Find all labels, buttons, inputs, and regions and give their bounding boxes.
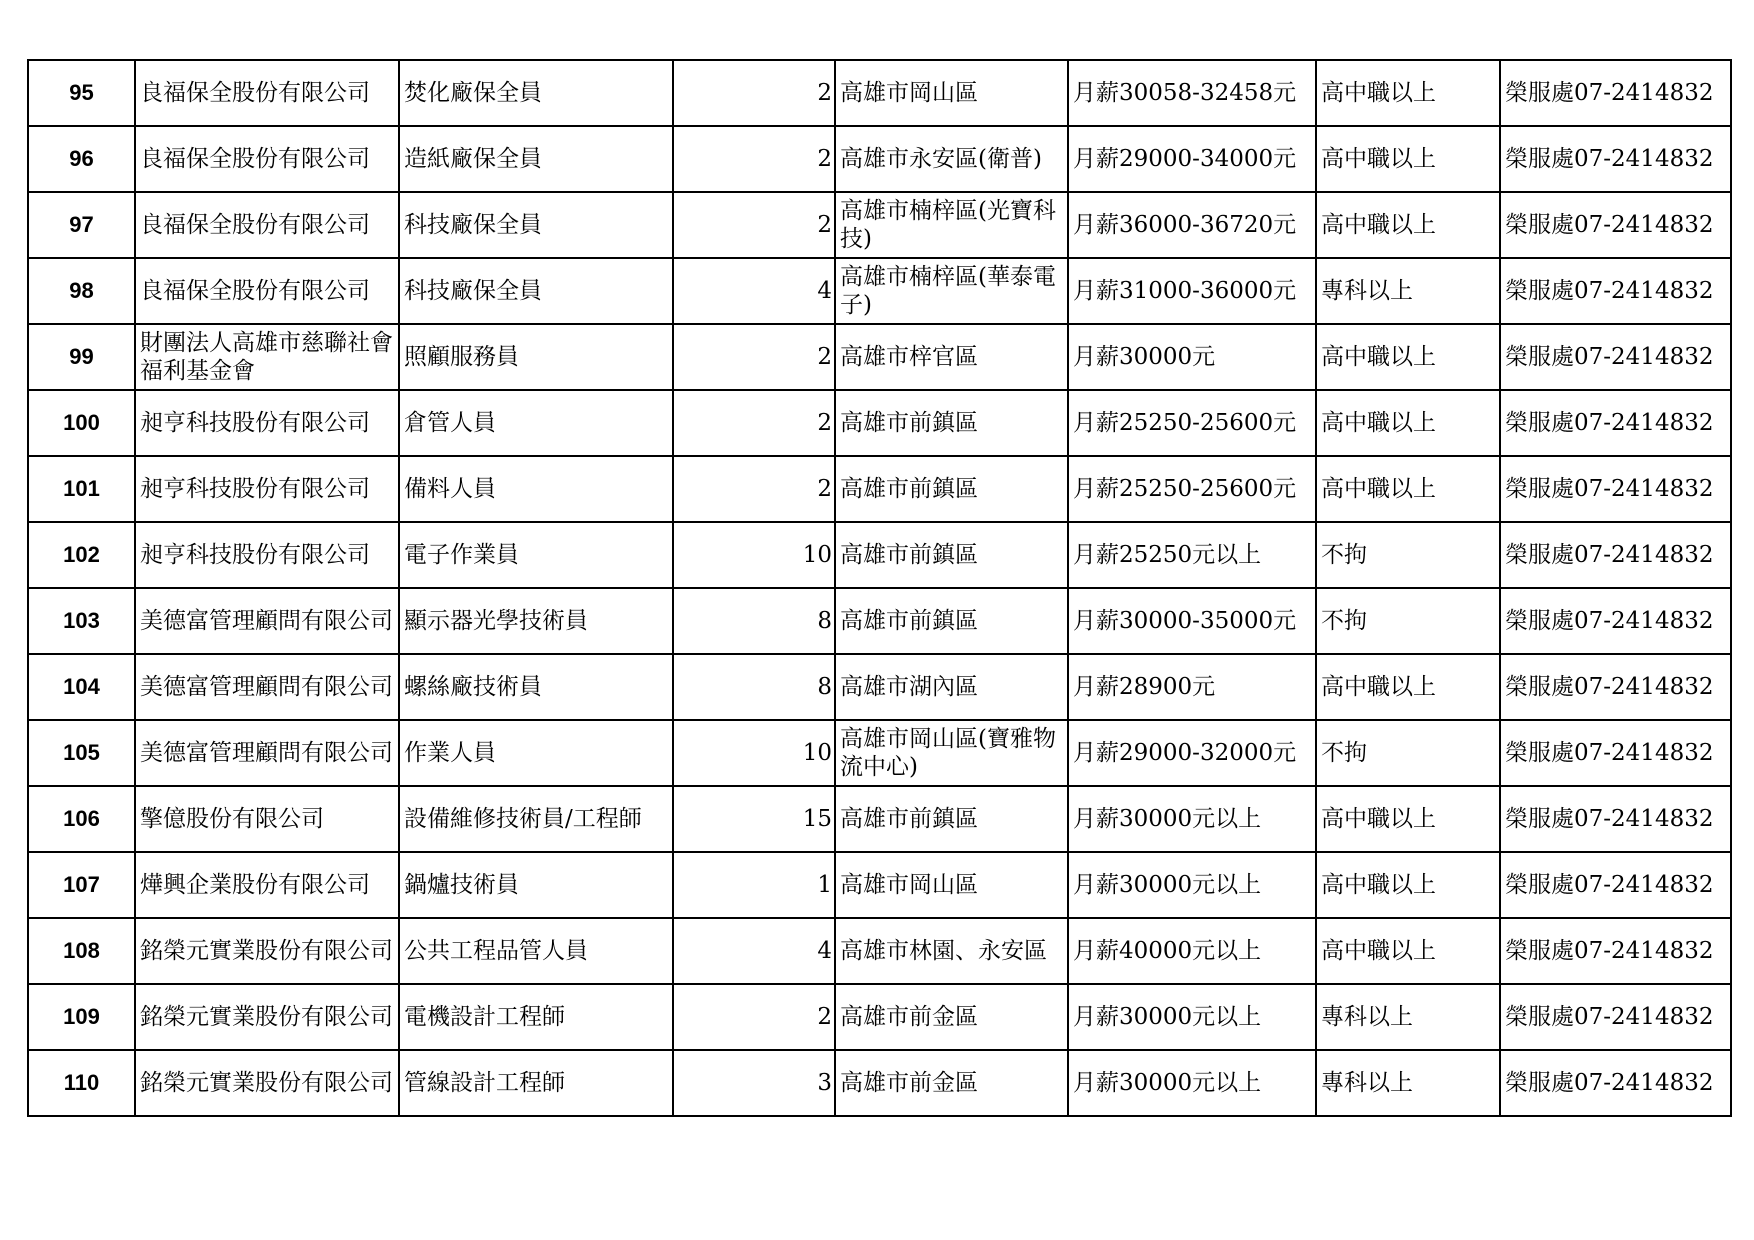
job-position: 螺絲廠技術員	[399, 654, 673, 720]
table-row	[28, 324, 1731, 390]
salary: 月薪30000元以上	[1068, 984, 1316, 1050]
table-row	[28, 60, 1731, 126]
education-requirement: 專科以上	[1316, 984, 1500, 1050]
salary: 月薪29000-32000元	[1068, 720, 1316, 786]
work-location: 高雄市林園、永安區	[835, 918, 1068, 984]
education-requirement: 不拘	[1316, 522, 1500, 588]
row-number: 96	[28, 126, 135, 192]
company-name: 燁興企業股份有限公司	[135, 852, 399, 918]
row-number: 95	[28, 60, 135, 126]
company-name: 昶亨科技股份有限公司	[135, 456, 399, 522]
table-row	[28, 192, 1731, 258]
row-number: 97	[28, 192, 135, 258]
row-number: 105	[28, 720, 135, 786]
salary: 月薪40000元以上	[1068, 918, 1316, 984]
job-position: 電機設計工程師	[399, 984, 673, 1050]
education-requirement: 高中職以上	[1316, 852, 1500, 918]
row-number: 99	[28, 324, 135, 390]
company-name: 銘榮元實業股份有限公司	[135, 918, 399, 984]
table-row	[28, 390, 1731, 456]
work-location: 高雄市前金區	[835, 984, 1068, 1050]
education-requirement: 不拘	[1316, 720, 1500, 786]
row-number: 104	[28, 654, 135, 720]
work-location: 高雄市前鎮區	[835, 390, 1068, 456]
job-position: 設備維修技術員/工程師	[399, 786, 673, 852]
table-row	[28, 1050, 1731, 1116]
company-name: 良福保全股份有限公司	[135, 258, 399, 324]
table-row	[28, 720, 1731, 786]
contact-info: 榮服處07-2414832	[1500, 126, 1731, 192]
contact-info: 榮服處07-2414832	[1500, 720, 1731, 786]
company-name: 美德富管理顧問有限公司	[135, 588, 399, 654]
salary: 月薪25250-25600元	[1068, 456, 1316, 522]
education-requirement: 高中職以上	[1316, 654, 1500, 720]
opening-count: 2	[673, 456, 835, 522]
company-name: 良福保全股份有限公司	[135, 126, 399, 192]
contact-info: 榮服處07-2414832	[1500, 852, 1731, 918]
contact-info: 榮服處07-2414832	[1500, 588, 1731, 654]
table-row	[28, 126, 1731, 192]
contact-info: 榮服處07-2414832	[1500, 918, 1731, 984]
job-listing-body	[28, 60, 1731, 1116]
education-requirement: 高中職以上	[1316, 60, 1500, 126]
education-requirement: 高中職以上	[1316, 390, 1500, 456]
education-requirement: 高中職以上	[1316, 918, 1500, 984]
education-requirement: 高中職以上	[1316, 456, 1500, 522]
opening-count: 2	[673, 60, 835, 126]
row-number: 109	[28, 984, 135, 1050]
opening-count: 2	[673, 126, 835, 192]
opening-count: 15	[673, 786, 835, 852]
job-position: 鍋爐技術員	[399, 852, 673, 918]
job-position: 備料人員	[399, 456, 673, 522]
table-row	[28, 588, 1731, 654]
job-position: 電子作業員	[399, 522, 673, 588]
salary: 月薪30000-35000元	[1068, 588, 1316, 654]
salary: 月薪30000元以上	[1068, 1050, 1316, 1116]
job-position: 科技廠保全員	[399, 258, 673, 324]
row-number: 103	[28, 588, 135, 654]
work-location: 高雄市岡山區	[835, 60, 1068, 126]
opening-count: 2	[673, 984, 835, 1050]
company-name: 美德富管理顧問有限公司	[135, 654, 399, 720]
job-position: 科技廠保全員	[399, 192, 673, 258]
work-location: 高雄市梓官區	[835, 324, 1068, 390]
table-row	[28, 918, 1731, 984]
salary: 月薪36000-36720元	[1068, 192, 1316, 258]
table-row	[28, 654, 1731, 720]
opening-count: 8	[673, 588, 835, 654]
job-position: 造紙廠保全員	[399, 126, 673, 192]
job-position: 焚化廠保全員	[399, 60, 673, 126]
row-number: 98	[28, 258, 135, 324]
work-location: 高雄市湖內區	[835, 654, 1068, 720]
table-row	[28, 258, 1731, 324]
company-name: 良福保全股份有限公司	[135, 60, 399, 126]
salary: 月薪30000元	[1068, 324, 1316, 390]
opening-count: 2	[673, 192, 835, 258]
education-requirement: 高中職以上	[1316, 324, 1500, 390]
education-requirement: 高中職以上	[1316, 192, 1500, 258]
work-location: 高雄市前鎮區	[835, 588, 1068, 654]
contact-info: 榮服處07-2414832	[1500, 654, 1731, 720]
company-name: 擎億股份有限公司	[135, 786, 399, 852]
company-name: 良福保全股份有限公司	[135, 192, 399, 258]
contact-info: 榮服處07-2414832	[1500, 456, 1731, 522]
row-number: 110	[28, 1050, 135, 1116]
salary: 月薪25250-25600元	[1068, 390, 1316, 456]
job-position: 顯示器光學技術員	[399, 588, 673, 654]
work-location: 高雄市楠梓區(光寶科技)	[835, 192, 1068, 258]
contact-info: 榮服處07-2414832	[1500, 390, 1731, 456]
job-position: 管線設計工程師	[399, 1050, 673, 1116]
opening-count: 2	[673, 324, 835, 390]
company-name: 銘榮元實業股份有限公司	[135, 1050, 399, 1116]
job-position: 倉管人員	[399, 390, 673, 456]
opening-count: 10	[673, 522, 835, 588]
opening-count: 4	[673, 918, 835, 984]
opening-count: 8	[673, 654, 835, 720]
job-position: 作業人員	[399, 720, 673, 786]
company-name: 昶亨科技股份有限公司	[135, 390, 399, 456]
row-number: 102	[28, 522, 135, 588]
salary: 月薪25250元以上	[1068, 522, 1316, 588]
education-requirement: 不拘	[1316, 588, 1500, 654]
salary: 月薪30058-32458元	[1068, 60, 1316, 126]
contact-info: 榮服處07-2414832	[1500, 192, 1731, 258]
table-row	[28, 984, 1731, 1050]
salary: 月薪30000元以上	[1068, 852, 1316, 918]
salary: 月薪29000-34000元	[1068, 126, 1316, 192]
work-location: 高雄市前鎮區	[835, 522, 1068, 588]
contact-info: 榮服處07-2414832	[1500, 786, 1731, 852]
opening-count: 10	[673, 720, 835, 786]
salary: 月薪28900元	[1068, 654, 1316, 720]
work-location: 高雄市岡山區	[835, 852, 1068, 918]
work-location: 高雄市前鎮區	[835, 456, 1068, 522]
opening-count: 4	[673, 258, 835, 324]
contact-info: 榮服處07-2414832	[1500, 324, 1731, 390]
job-listing-table	[27, 59, 1732, 1117]
contact-info: 榮服處07-2414832	[1500, 1050, 1731, 1116]
contact-info: 榮服處07-2414832	[1500, 522, 1731, 588]
company-name: 財團法人高雄市慈聯社會福利基金會	[135, 324, 399, 390]
education-requirement: 專科以上	[1316, 1050, 1500, 1116]
row-number: 107	[28, 852, 135, 918]
row-number: 108	[28, 918, 135, 984]
education-requirement: 高中職以上	[1316, 786, 1500, 852]
work-location: 高雄市前金區	[835, 1050, 1068, 1116]
salary: 月薪31000-36000元	[1068, 258, 1316, 324]
work-location: 高雄市楠梓區(華泰電子)	[835, 258, 1068, 324]
company-name: 銘榮元實業股份有限公司	[135, 984, 399, 1050]
education-requirement: 專科以上	[1316, 258, 1500, 324]
opening-count: 1	[673, 852, 835, 918]
table-row	[28, 786, 1731, 852]
salary: 月薪30000元以上	[1068, 786, 1316, 852]
contact-info: 榮服處07-2414832	[1500, 60, 1731, 126]
opening-count: 3	[673, 1050, 835, 1116]
work-location: 高雄市前鎮區	[835, 786, 1068, 852]
job-position: 照顧服務員	[399, 324, 673, 390]
row-number: 100	[28, 390, 135, 456]
contact-info: 榮服處07-2414832	[1500, 258, 1731, 324]
row-number: 101	[28, 456, 135, 522]
table-row	[28, 456, 1731, 522]
contact-info: 榮服處07-2414832	[1500, 984, 1731, 1050]
company-name: 美德富管理顧問有限公司	[135, 720, 399, 786]
work-location: 高雄市岡山區(寶雅物流中心)	[835, 720, 1068, 786]
opening-count: 2	[673, 390, 835, 456]
table-row	[28, 522, 1731, 588]
row-number: 106	[28, 786, 135, 852]
education-requirement: 高中職以上	[1316, 126, 1500, 192]
company-name: 昶亨科技股份有限公司	[135, 522, 399, 588]
table-row	[28, 852, 1731, 918]
job-position: 公共工程品管人員	[399, 918, 673, 984]
work-location: 高雄市永安區(衛普)	[835, 126, 1068, 192]
